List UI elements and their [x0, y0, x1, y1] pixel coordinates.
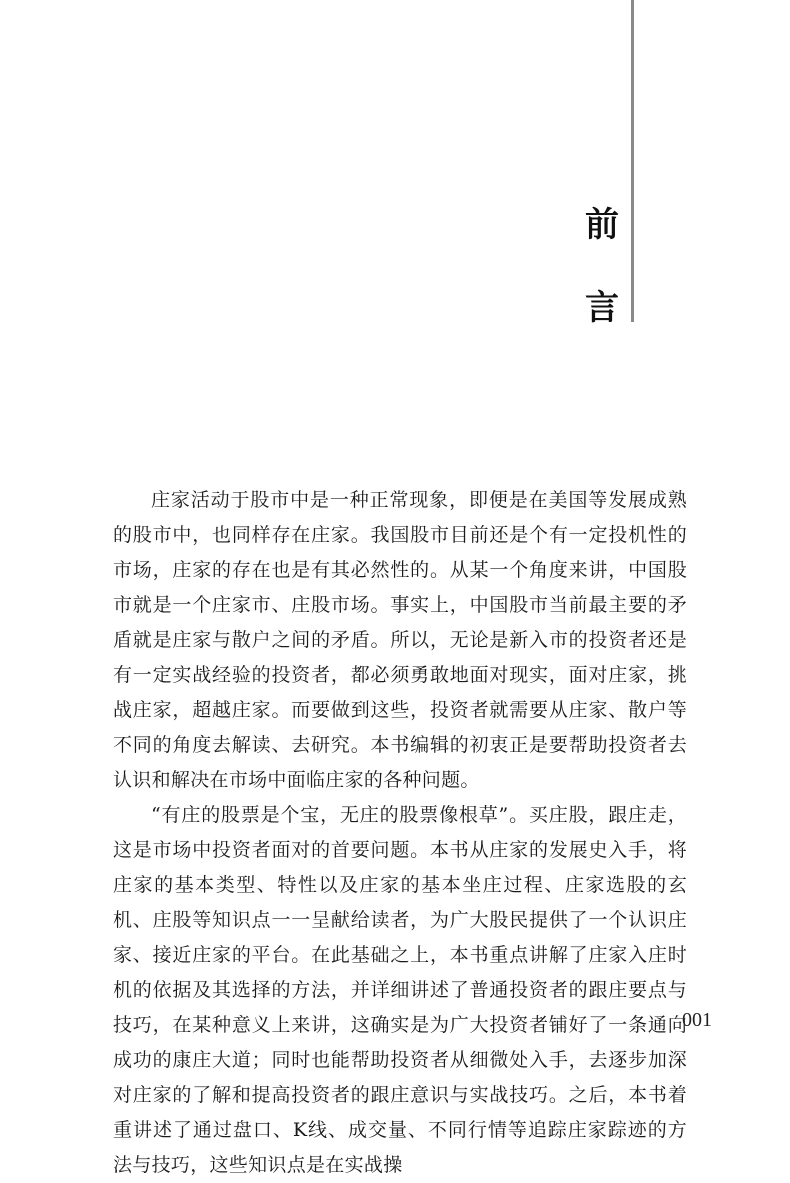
vertical-rule — [631, 0, 634, 322]
heading-char-1: 前 — [585, 205, 619, 245]
page-number: 001 — [682, 1009, 712, 1031]
heading-char-2: 言 — [585, 288, 619, 328]
paragraph-2: “有庄的股票是个宝，无庄的股票像根草”。买庄股，跟庄走，这是市场中投资者面对的首要问题。本书从庄家的发展史入手，将庄家的基本类型、特性以及庄家的基本坐庄过程、庄家选股的玄机、庄股等知识点一一呈献给读者，为广大股民提供了一个认识庄家、接近庄家的平台。在此基础之上，本书重点讲解了庄家入庄时机的依据及其选择的方法，并详细讲述了普通投资者的跟庄要点与技巧，在某种意义上来讲，这确实是为广大投资者铺好了一条通向成功的康庄大道；同时也能帮助投资者从细微处入手，去逐步加深对庄家的了解和提高投资者的跟庄意识与实战技巧。之后，本书着重讲述了通过盘口、K线、成交量、不同行情等追踪庄家踪迹的方法与技巧，这些知识点是在实战操 — [113, 804, 687, 1176]
body-text — [113, 483, 687, 1183]
paragraph-1: 庄家活动于股市中是一种正常现象，即便是在美国等发展成熟的股市中，也同样存在庄家。我国股市目前还是个有一定投机性的市场，庄家的存在也是有其必然性的。从某一个角度来讲，中国股市就是一个庄家市、庄股市场。事实上，中国股市当前最主要的矛盾就是庄家与散户之间的矛盾。所以，无论是新入市的投资者还是有一定实战经验的投资者，都必须勇敢地面对现实，面对庄家，挑战庄家，超越庄家。而要做到这些，投资者就需要从庄家、散户等不同的角度去解读、去研究。本书编辑的初衷正是要帮助投资者去认识和解决在市场中面临庄家的各种问题。 — [113, 489, 687, 791]
